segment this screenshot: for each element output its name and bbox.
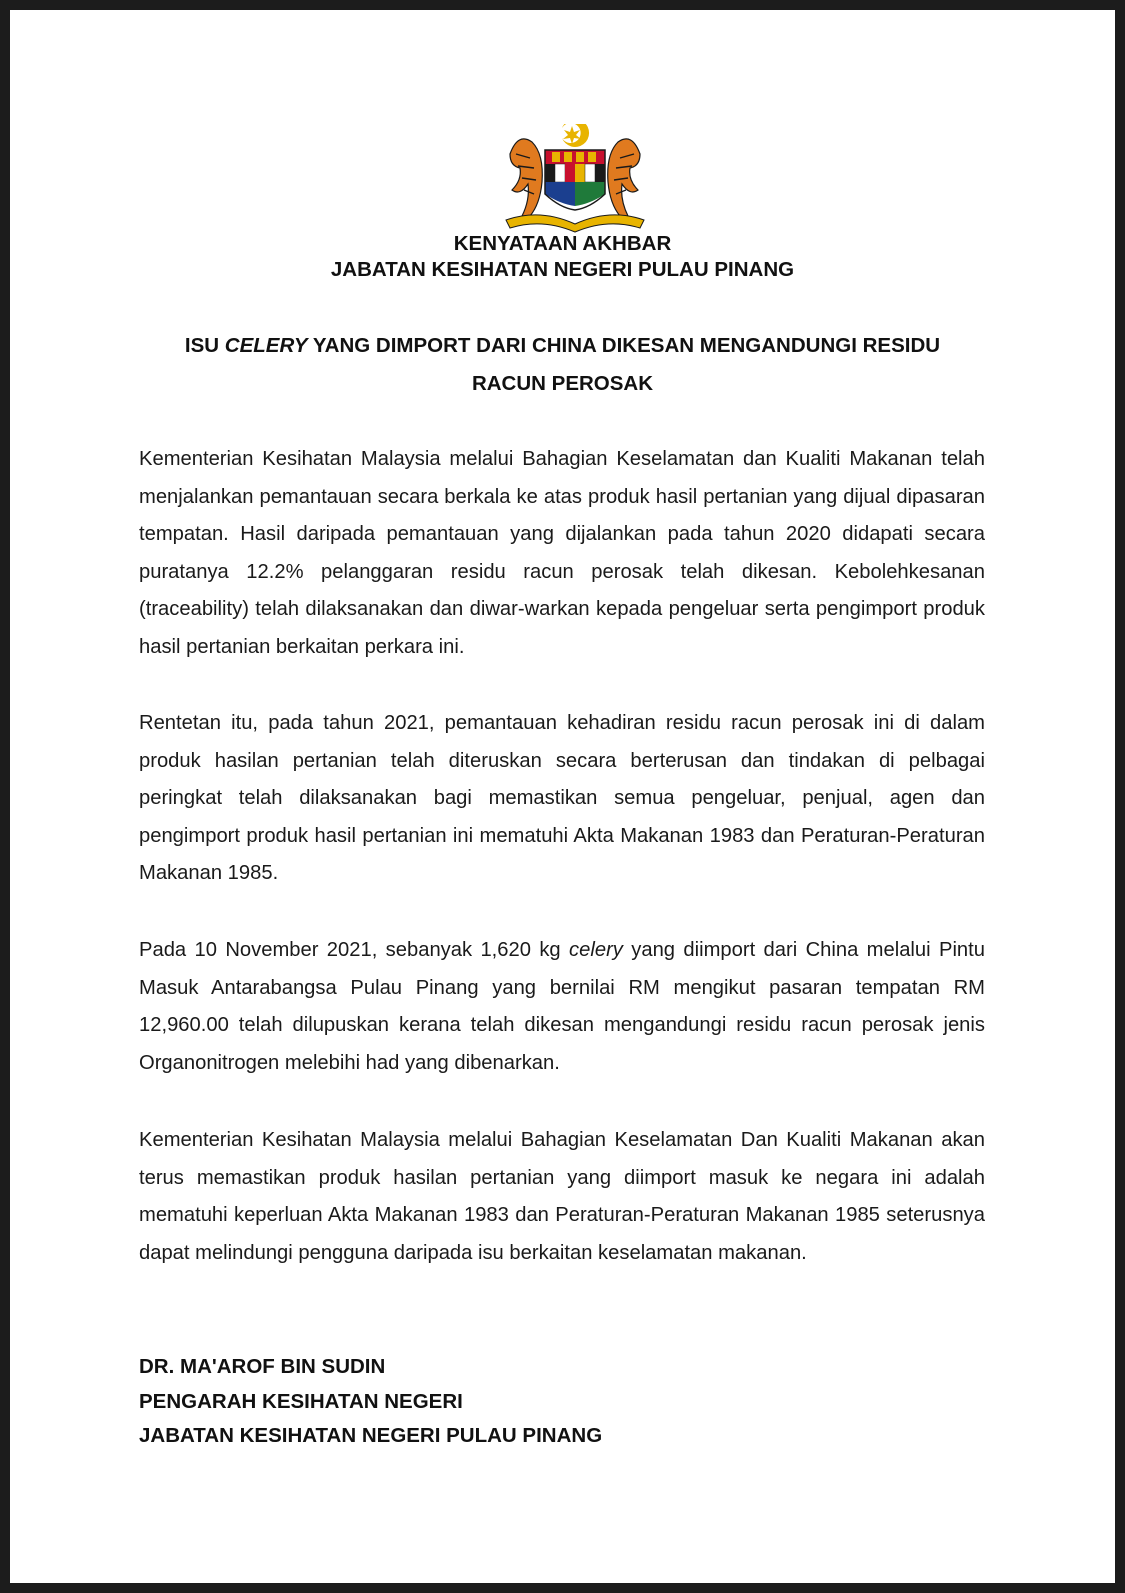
title-line-2: RACUN PEROSAK [471,372,654,395]
department-heading: JABATAN KESIHATAN NEGERI PULAU PINANG [330,258,795,281]
press-release-page [10,10,1115,1583]
title-prefix: ISU [184,334,225,357]
paragraph-4: Kementerian Kesihatan Malaysia melalui Bahagian Keselamatan Dan Kualiti Makanan akan terus memastikan produk hasilan pertanian yang diimport masuk ke negara ini adalah mematuhi keperluan Akta Makanan 1983 dan Peraturan-Peraturan Makanan 1985 seterusnya dapat melindungi pengguna daripada isu berkaitan keselamatan makanan. [139,1129,985,1264]
paragraph-3-end: yang diimport dari China melalui Pintu Masuk Antarabangsa Pulau Pinang yang bernilai RM mengikut pasaran tempatan RM 12,960.00 telah dilupuskan kerana telah dikesan mengandungi residu racun perosak jenis Organonitrogen melebihi had yang dibenarkan. [139,939,986,1074]
paragraph-3 [139,932,985,1082]
title-rest: YANG DIMPORT DARI CHINA DIKESAN MENGANDUNGI RESIDU [307,334,941,357]
signatory-name: DR. MA'AROF BIN SUDIN [139,1355,386,1378]
paragraph-3-start: Pada 10 November 2021, sebanyak 1,620 kg [139,939,570,961]
press-release-title [10,327,1115,403]
paragraph-2: Rentetan itu, pada tahun 2021, pemantauan kehadiran residu racun perosak ini di dalam produk hasilan pertanian telah diteruskan secara berterusan dan tindakan di pelbagai peringkat telah dilaksanakan bagi memastikan semua pengeluar, penjual, agen dan pengimport produk hasil pertanian ini mematuhi Akta Makanan 1983 dan Peraturan-Peraturan Makanan 1985. [139,712,985,885]
paragraph-3-italic: celery [569,939,623,961]
press-release-heading: KENYATAAN AKHBAR [453,232,672,255]
paragraph-1: Kementerian Kesihatan Malaysia melalui Bahagian Keselamatan dan Kualiti Makanan telah menjalankan pemantauan secara berkala ke atas produk hasil pertanian yang dijual dipasaran tempatan. Hasil daripada pemantauan yang dijalankan pada tahun 2020 didapati secara puratanya 12.2% pelanggaran residu racun perosak telah dikesan. Kebolehkesanan (traceability) telah dilaksanakan dan diwar-warkan kepada pengeluar serta pengimport produk hasil pertanian berkaitan perkara ini. [139,448,985,658]
coat-of-arms-logo [500,124,650,234]
signatory-department: JABATAN KESIHATAN NEGERI PULAU PINANG [139,1424,603,1447]
signatory-position: PENGARAH KESIHATAN NEGERI [139,1389,463,1413]
signature-block [139,1350,602,1454]
title-italic-word: CELERY [224,334,308,357]
